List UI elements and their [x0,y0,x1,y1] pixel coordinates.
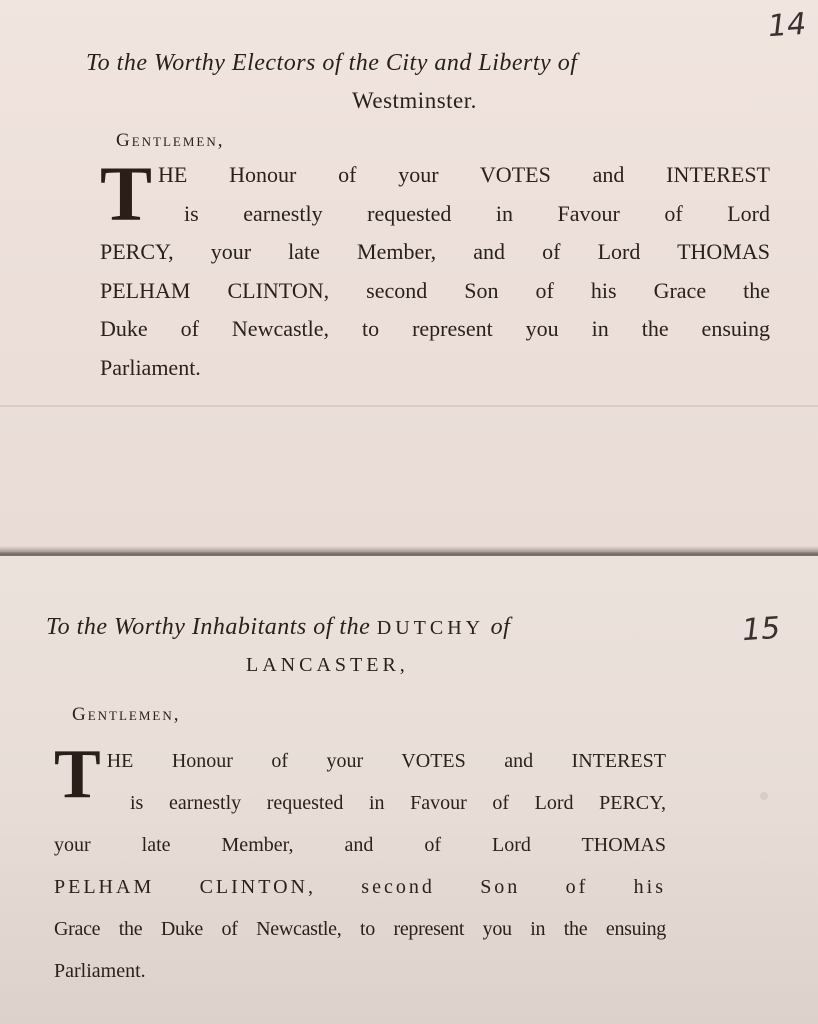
heading-of: of [490,614,511,640]
address-heading-place: LANCASTER, [246,654,409,676]
body-line: PELHAM CLINTON, second Son of his Grace the [100,277,770,303]
body-line: HE Honour of your VOTES and INTEREST [158,162,770,187]
body-line: is earnestly requested in Favour of Lord [184,200,770,226]
body-line: Grace the Duke of Newcastle, to represent you in the ensuing [54,918,666,940]
heading-prefix: To the Worthy Inhabitants of the [46,614,371,640]
paper-crease [0,405,818,407]
drop-cap: T [54,736,101,813]
address-heading-place: Westminster. [352,88,477,113]
body-line: HE Honour of your VOTES and INTEREST [106,750,666,772]
body-line: is earnestly requested in Favour of Lord PERCY, [130,792,666,814]
address-heading: To the Worthy Electors of the City and Liberty of [86,50,578,76]
folio-number: 15 [740,610,782,649]
salutation: Gentlemen, [116,130,225,151]
body-line: your late Member, and of Lord THOMAS [54,834,666,856]
address-body [54,736,666,992]
body-line: Parliament. [54,960,146,982]
folio-number: 14 [766,6,808,45]
body-line: PERCY, your late Member, and of Lord THOMAS [100,239,770,264]
salutation: Gentlemen, [72,704,181,725]
address-body [100,150,770,387]
paper-spot [760,792,768,800]
body-line: PELHAM CLINTON, second Son of his [54,876,666,898]
body-line: Duke of Newcastle, to represent you in the ensuing [100,316,770,341]
address-heading [46,614,510,641]
drop-cap: T [100,150,153,237]
heading-dutchy: DUTCHY [376,617,485,639]
body-line: Parliament. [100,354,201,380]
